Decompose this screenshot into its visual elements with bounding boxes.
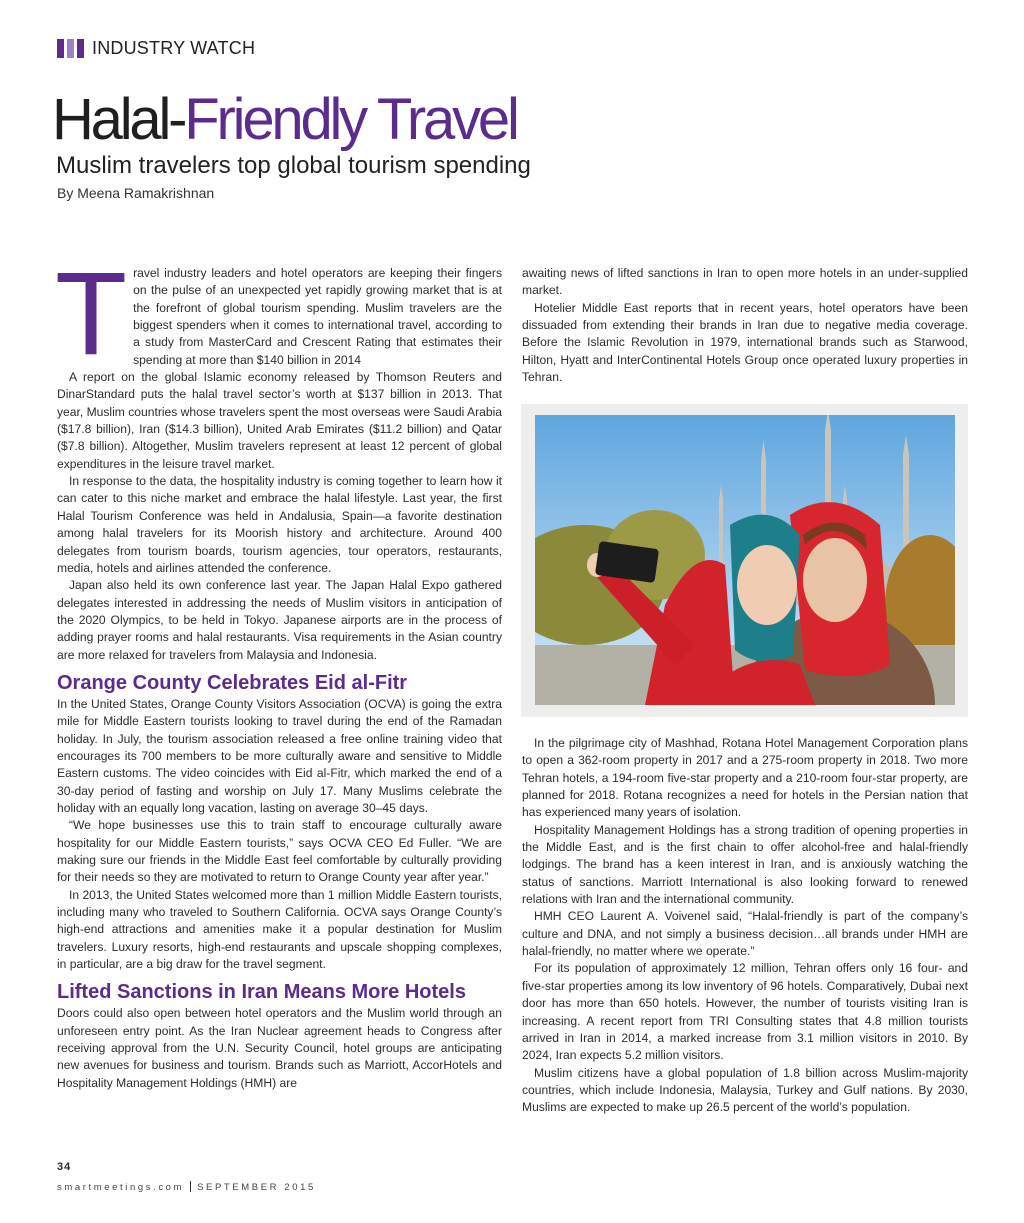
body-paragraph: In the pilgrimage city of Mashhad, Rotana Hotel Management Corporation plans to open a 362-room property in 2017 and a 275-room property in 2018. Two more Tehran hotels, a 194-room five-star property and a 210-room four-star property, are planned for 2018. Rotana recognizes a need for hotels in the Persian nation that has experienced many years of isolation. bbox=[522, 736, 968, 820]
footer-site: smartmeetings.com bbox=[57, 1182, 185, 1193]
body-paragraph: In response to the data, the hospitality industry is coming together to learn how it can cater to this niche market and embrace the halal lifestyle. Last year, the first Halal Tourism Conference was held in Andalusia, Spain—a favorite destination among halal travelers for its Moorish history and architecture. Around 400 delegates from tourism boards, tourism agencies, tour operators, restaurants, media, hotels and airlines attended the conference. bbox=[57, 474, 502, 575]
body-paragraph: Muslim citizens have a global population of 1.8 billion across Muslim-majority countries, which include Indonesia, Malaysia, Turkey and Gulf nations. By 2030, Muslims are expected to make up 26.5 percent of the world’s population. bbox=[522, 1065, 968, 1115]
page-number: 34 bbox=[57, 1161, 72, 1173]
body-paragraph: In the United States, Orange County Visitors Association (OCVA) is going the extra mile for Middle Eastern tourists looking to travel during the end of the Ramadan holiday. In July, the tourism association released a free online training video that encourages its 700 members to be more culturally aware and sensitive to Middle Eastern customs. The video coincides with Eid al-Fitr, which marked the end of a 30-day period of fasting and worship on July 17. Many Muslims celebrate the holiday with an equally long vacation, lasting on average 30–45 days. bbox=[57, 696, 502, 815]
body-paragraph: A report on the global Islamic economy released by Thomson Reuters and DinarStandard puts the halal travel sector’s worth at $137 billion in 2013. That year, Muslim countries whose travelers spent the most overseas were Saudi Arabia ($17.8 billion), Iran ($14.3 billion), United Arab Emirates ($11.2 billion) and Qatar ($7.8 billion). Altogether, Muslim travelers represent at least 12 percent of global expenditures in the leisure travel market. bbox=[57, 370, 502, 471]
section-tag-label: INDUSTRY WATCH bbox=[92, 37, 256, 58]
article-title bbox=[52, 88, 517, 152]
right-column-top bbox=[522, 265, 968, 386]
drop-cap: T bbox=[55, 248, 128, 380]
intro-text: ravel industry leaders and hotel operators are keeping their fingers on the pulse of an unexpected yet rapidly growing market that is at the forefront of global tourism spending. Muslim travelers are the biggest spenders when it comes to international travel, according to a study from MasterCard and Crescent Rating that estimates their spending at more than $140 billion in 2014 bbox=[133, 266, 502, 367]
footer-line bbox=[57, 1181, 316, 1193]
body-paragraph: Hospitality Management Holdings has a strong tradition of opening properties in the Middle East, and is the first chain to offer alcohol-free and halal-friendly lodgings. The brand has a keen interest in Iran, and is anxiously watching the status of sanctions. Marriott International is also looking forward to renewed relations with Iran and the international community. bbox=[522, 822, 968, 907]
footer-divider bbox=[190, 1181, 191, 1192]
footer-issue: SEPTEMBER 2015 bbox=[197, 1182, 316, 1193]
body-paragraph: For its population of approximately 12 million, Tehran offers only 16 four- and five-star properties among its low inventory of 96 hotels. Comparatively, Dubai next door has more than 650 hotels. However, the number of tourists visiting Iran is increasing. A recent report from TRI Consulting states that 4.8 million tourists arrived in Iran in 2014, a marked increase from 3.1 million visitors in 2010. By 2024, Iran expects 5.2 million visitors. bbox=[522, 961, 968, 1063]
body-paragraph: “We hope businesses use this to train staff to encourage culturally aware hospitality for our Middle Eastern tourists,” says OCVA CEO Ed Fuller. “We are making sure our friends in the Middle East feel comfortable by culturally providing for their needs so they are motivated to return to Orange County year after year.” bbox=[57, 818, 502, 885]
left-column bbox=[55, 248, 502, 1092]
body-paragraph: Doors could also open between hotel operators and the Muslim world through an unforeseen entry point. As the Iran Nuclear agreement heads to Congress after receiving approval from the U.N. Security Council, hotel groups are anticipating new avenues for business and tourism. Brands such as Marriott, AccorHotels and Hospitality Management Holdings (HMH) are bbox=[57, 1006, 502, 1090]
right-column-bottom bbox=[522, 735, 968, 1117]
article-subtitle: Muslim travelers top global tourism spending bbox=[56, 152, 531, 179]
article-title-part1: Halal- bbox=[52, 87, 185, 152]
section-tag-bars bbox=[57, 39, 84, 58]
travelers-selfie-photo bbox=[535, 415, 955, 705]
subheading-iran-sanctions: Lifted Sanctions in Iran Means More Hotels bbox=[57, 981, 466, 1004]
photo-frame bbox=[521, 404, 968, 717]
article-title-part2: Friendly Travel bbox=[184, 87, 517, 152]
article-byline: By Meena Ramakrishnan bbox=[57, 185, 215, 201]
section-tag bbox=[57, 37, 255, 59]
intro-paragraph bbox=[55, 248, 502, 380]
body-paragraph: awaiting news of lifted sanctions in Iran to open more hotels in an under-supplied market. bbox=[522, 266, 968, 298]
photo-illustration bbox=[535, 415, 955, 705]
body-paragraph: Hotelier Middle East reports that in recent years, hotel operators have been dissuaded from extending their brands in Iran due to negative media coverage. Before the Islamic Revolution in 1979, international brands such as Starwood, Hilton, Hyatt and InterContinental Hotels Group once operated luxury properties in Tehran. bbox=[522, 300, 968, 385]
subheading-orange-county: Orange County Celebrates Eid al-Fitr bbox=[57, 671, 408, 694]
body-paragraph: HMH CEO Laurent A. Voivenel said, “Halal-friendly is part of the company’s culture and DNA, and not simply a business decision…all brands under HMH are halal-friendly, no matter where we operate.” bbox=[522, 909, 968, 959]
body-paragraph: In 2013, the United States welcomed more than 1 million Middle Eastern tourists, including many who traveled to Southern California. OCVA says Orange County’s high-end attractions and amenities make it a popular destination for Muslim travelers. Luxury resorts, high-end restaurants and upscale shopping complexes, in particular, are a big draw for the travel segment. bbox=[57, 887, 502, 972]
body-paragraph: Japan also held its own conference last year. The Japan Halal Expo gathered delegates interested in addressing the needs of Muslim visitors in anticipation of the 2020 Olympics, to be held in Tokyo. Japanese airports are in the process of adding prayer rooms and halal restaurants. Visa requirements in the Asian country are more relaxed for travelers from Malaysia and Indonesia. bbox=[57, 578, 502, 662]
